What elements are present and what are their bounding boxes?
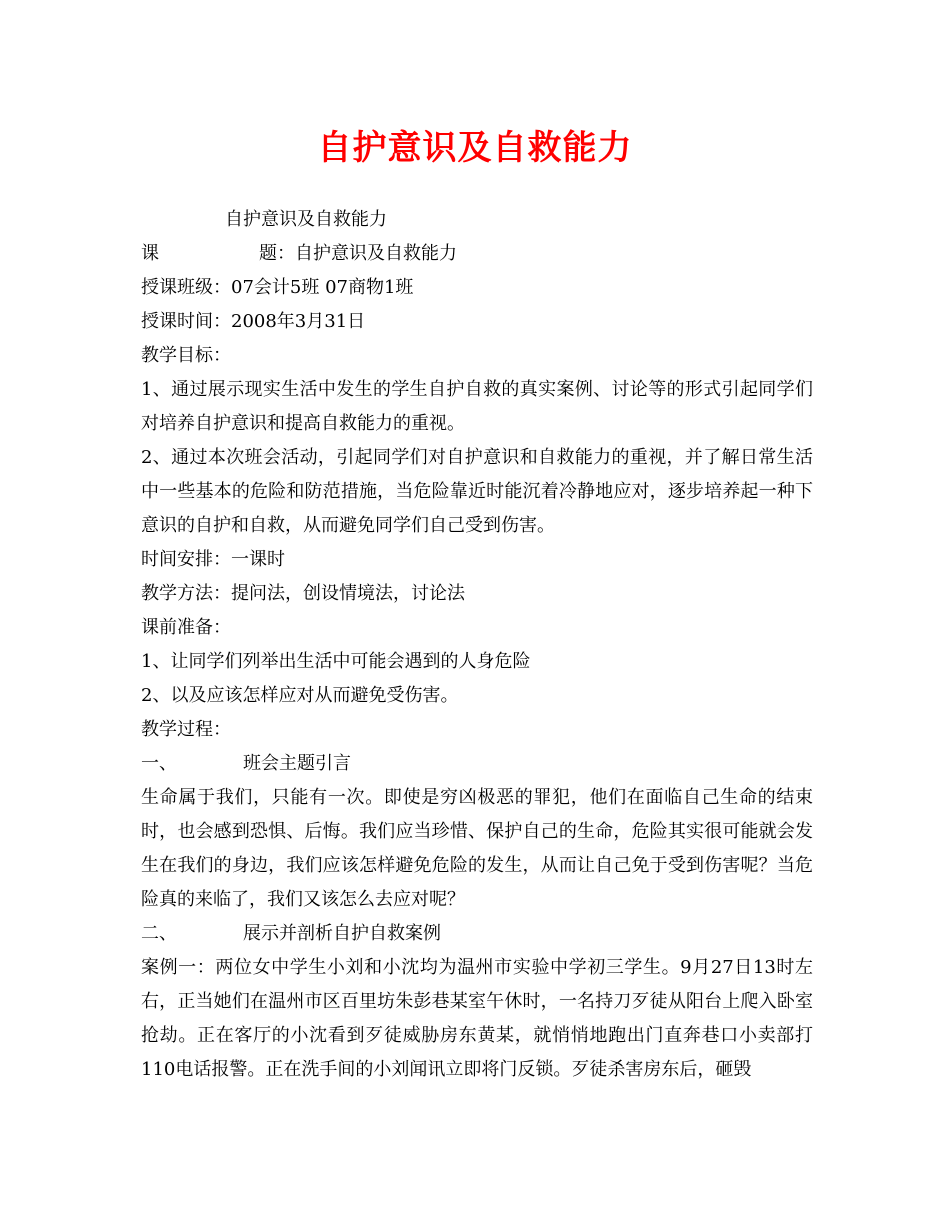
prep-heading: 课前准备：: [141, 617, 231, 638]
goal-item-1: 1、通过展示现实生活中发生的学生自护自救的真实案例、讨论等的形式引起同学们对培养自护意识和提高自救能力的重视。: [141, 379, 813, 434]
section-1-heading: [141, 747, 813, 781]
lesson-label-b: 题：: [259, 243, 295, 264]
method-line: 教学方法：提问法，创设情境法，讨论法: [141, 583, 465, 604]
lesson-topic-line: [141, 237, 813, 271]
section-1-number: 一、: [141, 753, 177, 774]
section-2-title: 展示并剖析自护自救案例: [243, 923, 441, 944]
schedule-line: 时间安排：一课时: [141, 549, 285, 570]
class-line: 授课班级：07会计5班 07商物1班: [141, 277, 414, 298]
goal-item-2: 2、通过本次班会活动，引起同学们对自护意识和自救能力的重视，并了解日常生活中一些基本的危险和防范措施，当危险靠近时能沉着冷静地应对，逐步培养起一种下意识的自护和自救，从而避免同学们自己受到伤害。: [141, 447, 813, 536]
goals-heading: 教学目标：: [141, 345, 231, 366]
prep-item-2: 2、以及应该怎样应对从而避免受伤害。: [141, 685, 459, 706]
intro-paragraph: 生命属于我们，只能有一次。即使是穷凶极恶的罪犯，他们在面临自己生命的结束时，也会感到恐惧、后悔。我们应当珍惜、保护自己的生命，危险其实很可能就会发生在我们的身边，我们应该怎样避免危险的发生，从而让自己免于受到伤害呢？当危险真的来临了，我们又该怎么去应对呢？: [141, 787, 813, 910]
prep-item-1: 1、让同学们列举出生活中可能会遇到的人身危险: [141, 651, 531, 672]
process-heading: 教学过程：: [141, 719, 231, 740]
case-1-paragraph: 案例一：两位女中学生小刘和小沈均为温州市实验中学初三学生。9月27日13时左右，正当她们在温州市区百里坊朱彭巷某室午休时，一名持刀歹徒从阳台上爬入卧室抢劫。正在客厅的小沈看到歹徒威胁房东黄某，就悄悄地跑出门直奔巷口小卖部打110电话报警。正在洗手间的小刘闻讯立即将门反锁。歹徒杀害房东后，砸毁: [141, 957, 813, 1080]
document-title: 自护意识及自救能力: [317, 128, 633, 168]
subtitle: 自护意识及自救能力: [225, 209, 387, 230]
lesson-label-a: 课: [141, 243, 159, 264]
section-2-number: 二、: [141, 923, 177, 944]
section-1-title: 班会主题引言: [243, 753, 351, 774]
time-line: 授课时间：2008年3月31日: [141, 311, 366, 332]
section-2-heading: [141, 917, 813, 951]
lesson-value: 自护意识及自救能力: [295, 243, 457, 264]
document-body: [141, 203, 813, 1087]
